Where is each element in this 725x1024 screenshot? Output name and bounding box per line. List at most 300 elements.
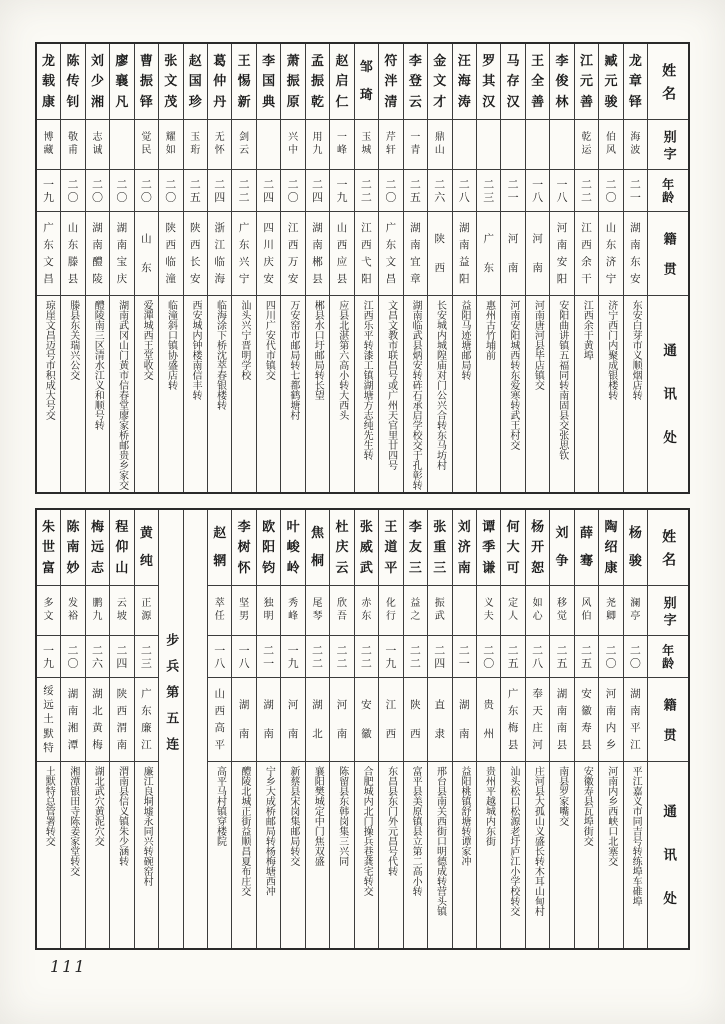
contact-cell — [404, 296, 427, 492]
contact-cell — [404, 762, 427, 948]
age-cell-text: 二 〇 — [483, 643, 495, 670]
roster-column — [452, 44, 476, 492]
roster-column — [525, 510, 549, 948]
contact-text: 河南唐河县毕店镇交 — [532, 300, 544, 390]
alias-cell — [184, 120, 207, 170]
contact-text: 文昌文教市联昌号或广州天官里廿四号 — [385, 300, 397, 470]
origin-cell-text: 广 东 兴 宁 — [238, 221, 250, 285]
age-cell — [281, 636, 304, 678]
alias-cell — [355, 120, 378, 170]
alias-cell-text: 一 峰 — [336, 132, 347, 156]
alias-cell — [428, 120, 451, 170]
name-cell — [379, 510, 402, 586]
name-cell — [575, 44, 598, 120]
alias-cell — [355, 586, 378, 636]
name-cell — [624, 44, 647, 120]
roster-column — [134, 44, 158, 492]
alias-cell-text: 鼎 山 — [434, 132, 445, 156]
contact-cell — [526, 296, 549, 492]
origin-cell-text: 河 南 — [532, 233, 543, 274]
age-cell-text: 一 九 — [385, 643, 397, 670]
age-cell — [184, 170, 207, 212]
alias-cell — [330, 586, 353, 636]
name-cell — [477, 510, 500, 586]
roster-column — [354, 44, 378, 492]
origin-cell-text: 陕 西 — [434, 233, 446, 274]
alias-cell — [404, 120, 427, 170]
name-cell — [379, 44, 402, 120]
name-cell-text: 刘 济 南 — [457, 519, 471, 576]
name-cell-text: 葛 仲 丹 — [213, 53, 227, 110]
origin-cell-text: 绥 远 土 默 特 — [43, 684, 54, 754]
origin-cell — [404, 212, 427, 296]
contact-text: 醴陵北城正街益顺昌夏布庄交 — [238, 766, 250, 896]
alias-cell-text: 伯 风 — [605, 132, 616, 156]
alias-cell-text: 秀 峰 — [288, 598, 299, 622]
age-cell — [306, 636, 329, 678]
contact-cell — [624, 762, 647, 948]
header-column — [647, 44, 688, 492]
roster-column — [183, 44, 207, 492]
contact-text: 郴县水口圩邮局转长望 — [312, 300, 324, 400]
age-cell-text: 二 五 — [409, 177, 421, 204]
age-cell-text: 二 〇 — [605, 643, 617, 670]
contact-text: 济宁西门内聚成银楼转 — [605, 300, 617, 400]
origin-cell-text: 河 南 — [336, 699, 348, 740]
contact-text: 湖南临武县炳安转砗石承启学校交于孔彰转 — [410, 300, 422, 490]
age-cell-text: 二 二 — [336, 643, 348, 670]
roster-column — [109, 44, 133, 492]
section-divider-label: 步兵第五连 — [163, 632, 179, 763]
roster-column — [500, 510, 524, 948]
origin-cell — [281, 678, 304, 762]
name-cell — [428, 44, 451, 120]
contact-text: 汕头松口松源老圩庐江小学校转交 — [507, 766, 519, 916]
alias-cell — [428, 586, 451, 636]
roster-column — [500, 44, 524, 492]
name-cell-text: 杜 庆 云 — [335, 519, 349, 576]
name-cell-text: 李 树 怀 — [237, 519, 251, 576]
origin-cell-text: 河 南 — [287, 699, 299, 740]
contact-cell — [281, 762, 304, 948]
origin-cell-text: 直 隶 — [434, 699, 446, 740]
origin-cell — [379, 212, 402, 296]
alias-cell-text: 移 觉 — [557, 598, 568, 622]
alias-cell-text: 尧 卿 — [605, 598, 616, 622]
name-cell — [61, 510, 84, 586]
name-cell-text: 焦 桐 — [311, 526, 325, 569]
name-cell — [86, 44, 109, 120]
alias-cell — [624, 120, 647, 170]
alias-cell-text: 鹏 九 — [92, 598, 103, 622]
name-cell — [550, 510, 573, 586]
alias-cell — [526, 586, 549, 636]
age-cell — [355, 636, 378, 678]
alias-cell — [477, 586, 500, 636]
age-cell-text: 二 一 — [458, 643, 470, 670]
age-cell — [330, 636, 353, 678]
roster-column — [231, 44, 255, 492]
contact-cell — [550, 762, 573, 948]
age-cell — [575, 636, 598, 678]
origin-cell — [37, 678, 60, 762]
origin-cell — [624, 678, 647, 762]
origin-cell-text: 湖 南 醴 陵 — [92, 221, 103, 285]
origin-cell-text: 浙 江 临 海 — [214, 221, 225, 285]
roster-column — [60, 44, 84, 492]
age-cell-text: 二 六 — [91, 643, 103, 670]
roster-column — [256, 510, 280, 948]
age-cell-text: 二 〇 — [605, 177, 617, 204]
contact-text: 临海涂下桥沈萃春银楼转 — [214, 300, 226, 410]
age-cell — [355, 170, 378, 212]
origin-cell-text: 山 西 高 平 — [214, 687, 225, 751]
name-cell — [159, 44, 182, 120]
contact-text: 安徽寿县瓦埠街交 — [581, 766, 593, 846]
name-cell-text: 谭 季 谦 — [482, 519, 496, 576]
contact-cell — [453, 762, 476, 948]
contact-cell — [37, 762, 60, 948]
origin-cell-text: 安 徽 — [361, 699, 372, 740]
age-cell — [330, 170, 353, 212]
age-cell — [428, 636, 451, 678]
age-cell-text: 二 〇 — [116, 177, 128, 204]
name-cell-text: 刘 争 — [555, 526, 569, 569]
age-cell-text: 二 四 — [434, 643, 446, 670]
contact-text: 醴陵南三区清水江义和顺号转 — [92, 300, 104, 430]
age-cell-text: 二 三 — [140, 643, 152, 670]
origin-cell-text: 河 南 内 乡 — [605, 687, 617, 751]
origin-cell — [232, 212, 255, 296]
age-cell — [232, 636, 255, 678]
alias-cell-text: 用 九 — [312, 132, 323, 156]
age-cell — [501, 170, 524, 212]
name-cell — [550, 44, 573, 120]
name-cell-text: 王 惕 新 — [237, 53, 251, 110]
age-cell — [501, 636, 524, 678]
contact-text: 东安白芽市义顺烟店转 — [630, 300, 642, 400]
header-alias — [648, 120, 688, 170]
header-alias-label: 别字 — [660, 595, 676, 630]
origin-cell-text: 湖 南 南 县 — [556, 687, 568, 751]
name-cell — [86, 510, 109, 586]
origin-cell-text: 河 南 安 阳 — [556, 221, 568, 285]
age-cell — [86, 170, 109, 212]
origin-cell — [428, 678, 451, 762]
age-cell-text: 二 四 — [312, 177, 324, 204]
origin-cell — [135, 212, 158, 296]
contact-cell — [575, 762, 598, 948]
contact-cell — [37, 296, 60, 492]
name-cell — [477, 44, 500, 120]
origin-cell — [306, 678, 329, 762]
roster-column — [109, 510, 133, 948]
alias-cell-text: 澜 亭 — [630, 598, 641, 622]
origin-cell — [257, 212, 280, 296]
contact-cell — [477, 762, 500, 948]
alias-cell — [453, 586, 476, 636]
alias-cell-text: 芹 轩 — [385, 132, 396, 156]
origin-cell — [355, 212, 378, 296]
name-cell — [599, 510, 622, 586]
age-cell-text: 二 四 — [214, 177, 226, 204]
origin-cell-text: 广 东 梅 县 — [507, 687, 519, 751]
contact-text: 湖北武穴黄泥穴交 — [92, 766, 104, 846]
name-cell-text: 杨 骏 — [628, 526, 642, 569]
contact-cell — [501, 762, 524, 948]
origin-cell — [550, 678, 573, 762]
contact-cell — [355, 296, 378, 492]
contact-text: 南县罗家嘴交 — [556, 766, 568, 826]
age-cell — [86, 636, 109, 678]
contact-text: 湘潭银田寺陈姜家堂转交 — [67, 766, 79, 876]
contact-cell — [110, 762, 133, 948]
origin-cell — [501, 212, 524, 296]
origin-cell — [208, 212, 231, 296]
alias-cell-text: 独 明 — [263, 598, 274, 622]
header-contact-label: 通讯处 — [660, 803, 677, 935]
origin-cell-text: 陕 西 长 安 — [190, 221, 201, 285]
alias-cell-text: 觉 民 — [141, 132, 152, 156]
section-divider-column — [158, 510, 182, 948]
contact-cell — [330, 762, 353, 948]
origin-cell-text: 江 西 余 干 — [581, 221, 592, 285]
contact-cell — [135, 296, 158, 492]
alias-cell-text: 云 坡 — [116, 598, 127, 622]
alias-cell-text: 多 文 — [43, 598, 54, 622]
roster-column — [231, 510, 255, 948]
contact-text: 土默特总管署转交 — [43, 766, 55, 846]
age-cell-text: 二 二 — [409, 643, 421, 670]
name-cell-text: 李 登 云 — [408, 53, 422, 110]
name-cell-text: 罗 其 汉 — [482, 53, 496, 110]
contact-cell — [306, 762, 329, 948]
origin-cell — [159, 212, 182, 296]
origin-cell-text: 陕 西 — [410, 699, 421, 740]
origin-cell — [526, 212, 549, 296]
alias-cell — [501, 586, 524, 636]
origin-cell — [281, 212, 304, 296]
name-cell-text: 马 存 汉 — [506, 53, 520, 110]
contact-text: 新蔡县宋岗集邮局转交 — [287, 766, 299, 866]
contact-cell — [575, 296, 598, 492]
origin-cell-text: 陕 西 临 潼 — [165, 221, 177, 285]
page-number: 111 — [50, 957, 87, 976]
alias-cell-text: 如 心 — [532, 598, 543, 622]
contact-text: 廉江良垌墟永同兴转碗窑村 — [141, 766, 153, 886]
alias-cell — [86, 586, 109, 636]
age-cell — [379, 170, 402, 212]
contact-text: 江西余干黄埠 — [581, 300, 593, 360]
name-cell — [306, 44, 329, 120]
alias-cell-text: 耀 如 — [165, 132, 176, 156]
contact-text: 汕头兴宁晋明学校 — [238, 300, 250, 380]
contact-cell — [501, 296, 524, 492]
roster-column — [85, 510, 109, 948]
contact-text: 江西乐平转漆工镇湖塘方志纯先生转 — [361, 300, 373, 460]
origin-cell — [526, 678, 549, 762]
origin-cell — [501, 678, 524, 762]
contact-cell — [624, 296, 647, 492]
origin-cell — [550, 212, 573, 296]
age-cell-text: 一 八 — [214, 643, 226, 670]
roster-column — [549, 510, 573, 948]
name-cell-text: 朱 世 富 — [42, 519, 56, 576]
contact-cell — [453, 296, 476, 492]
contact-text: 贵州平越城内东街 — [483, 766, 495, 846]
contact-cell — [550, 296, 573, 492]
origin-cell-text: 湖 南 宜 章 — [410, 221, 421, 285]
header-name-label: 姓名 — [660, 528, 677, 575]
name-cell-text: 张 文 茂 — [164, 53, 178, 110]
origin-cell — [575, 678, 598, 762]
alias-cell — [550, 120, 573, 170]
age-cell-text: 一 八 — [556, 177, 568, 204]
contact-cell — [599, 296, 622, 492]
contact-text: 安阳曲讲镇五福同转南固县交张思钦 — [556, 300, 568, 460]
age-cell-text: 二 〇 — [287, 177, 299, 204]
name-cell-text: 程 仰 山 — [115, 519, 129, 576]
alias-cell — [575, 120, 598, 170]
origin-cell-text: 江 西 万 安 — [287, 221, 299, 285]
roster-column — [280, 510, 304, 948]
name-cell-text: 杨 开 恕 — [531, 519, 545, 576]
age-cell-text: 二 〇 — [91, 177, 103, 204]
age-cell — [575, 170, 598, 212]
age-cell-text: 二 四 — [263, 177, 275, 204]
origin-cell-text: 山 东 — [141, 233, 152, 274]
name-cell — [257, 510, 280, 586]
contact-text: 襄阳樊城定中门焦双盛 — [312, 766, 324, 866]
age-cell-text: 二 八 — [532, 643, 544, 670]
contact-cell — [306, 296, 329, 492]
name-cell-text: 李 国 典 — [262, 53, 276, 110]
age-cell — [232, 170, 255, 212]
age-cell — [208, 636, 231, 678]
contact-cell — [110, 296, 133, 492]
contact-cell — [428, 762, 451, 948]
name-cell — [208, 510, 231, 586]
roster-column — [525, 44, 549, 492]
name-cell-text: 何 大 可 — [506, 519, 520, 576]
alias-cell-text: 义 夫 — [483, 598, 494, 622]
alias-cell-text — [453, 120, 476, 169]
origin-cell-text: 湖 南 — [238, 699, 250, 740]
name-cell — [135, 44, 158, 120]
header-age — [648, 636, 688, 678]
name-cell — [184, 44, 207, 120]
contact-cell — [526, 762, 549, 948]
age-cell-text: 二 〇 — [67, 177, 79, 204]
age-cell — [110, 170, 133, 212]
name-cell — [208, 44, 231, 120]
age-cell-text: 二 五 — [556, 643, 568, 670]
age-cell — [208, 170, 231, 212]
alias-cell — [86, 120, 109, 170]
name-cell — [330, 510, 353, 586]
roster-column — [574, 44, 598, 492]
roster-column — [598, 44, 622, 492]
name-cell-text: 符 泮 清 — [384, 53, 398, 110]
name-cell — [110, 44, 133, 120]
contact-text: 河南安阳城西转东爱寒转武王村交 — [507, 300, 519, 450]
roster-column — [427, 510, 451, 948]
name-cell — [110, 510, 133, 586]
contact-text: 富平县美原镇县立第二高小转 — [410, 766, 422, 896]
name-cell — [61, 44, 84, 120]
alias-cell — [306, 586, 329, 636]
contact-text: 万安窑市邮局转七都鹤塘村 — [287, 300, 299, 420]
age-cell-text: 二 五 — [189, 177, 201, 204]
name-cell-text: 龙 章 铎 — [628, 53, 642, 110]
alias-cell — [110, 586, 133, 636]
contact-text: 平江嘉义市同吉号转练埠车碓埠 — [630, 766, 642, 906]
origin-cell — [453, 678, 476, 762]
contact-cell — [159, 296, 182, 492]
origin-cell-text: 山 东 滕 县 — [67, 221, 79, 285]
origin-cell — [184, 212, 207, 296]
header-origin-label: 籍贯 — [660, 697, 676, 758]
alias-cell — [379, 586, 402, 636]
age-cell-text: 二 〇 — [67, 643, 79, 670]
contact-text: 益阳桃镇舒塘转谭家冲 — [458, 766, 470, 866]
contact-text: 河南内乡西峡口北塞交 — [605, 766, 617, 866]
contact-text: 庄河县大孤山义盛长转木耳山甸村 — [532, 766, 544, 916]
origin-cell-text: 湖 北 黄 梅 — [92, 687, 103, 751]
alias-cell-text: 剑 云 — [239, 132, 250, 156]
origin-cell-text: 湖 南 — [458, 699, 470, 740]
name-cell-text: 陈 传 钊 — [66, 53, 80, 110]
name-cell — [501, 510, 524, 586]
name-cell-text: 赵 国 珍 — [188, 53, 202, 110]
contact-cell — [86, 762, 109, 948]
age-cell — [110, 636, 133, 678]
alias-cell-text: 玉 珩 — [190, 132, 201, 156]
age-cell-text: 一 八 — [238, 643, 250, 670]
age-cell-text: 二 二 — [581, 177, 592, 204]
alias-cell-text: 发 裕 — [67, 598, 78, 622]
alias-cell-text: 海 波 — [630, 132, 641, 156]
alias-cell — [37, 120, 60, 170]
name-cell-text: 刘 少 湘 — [90, 53, 104, 110]
alias-cell-text: 兴 中 — [288, 132, 299, 156]
alias-cell — [453, 120, 476, 170]
age-cell-text: 二 四 — [116, 643, 128, 670]
name-cell-text: 张 威 武 — [359, 519, 373, 576]
alias-cell — [135, 120, 158, 170]
origin-cell-text: 湖 北 — [312, 699, 323, 740]
age-cell-text: 二 二 — [360, 643, 372, 670]
alias-cell — [37, 586, 60, 636]
alias-cell — [208, 586, 231, 636]
contact-cell — [232, 762, 255, 948]
name-cell-text: 欧 阳 钧 — [262, 519, 276, 576]
roster-table-bottom — [35, 508, 690, 950]
contact-text: 邢台县南关西街口明德成转营头镇 — [434, 766, 446, 916]
roster-column — [476, 44, 500, 492]
age-cell — [159, 170, 182, 212]
roster-column — [378, 44, 402, 492]
alias-cell-text: 乾 运 — [581, 132, 592, 156]
origin-cell — [330, 678, 353, 762]
origin-cell — [232, 678, 255, 762]
alias-cell — [61, 586, 84, 636]
contact-cell — [208, 762, 231, 948]
name-cell-text: 梅 远 志 — [90, 519, 104, 576]
roster-column — [280, 44, 304, 492]
age-cell — [453, 170, 476, 212]
alias-cell-text: 无 怀 — [214, 132, 225, 156]
